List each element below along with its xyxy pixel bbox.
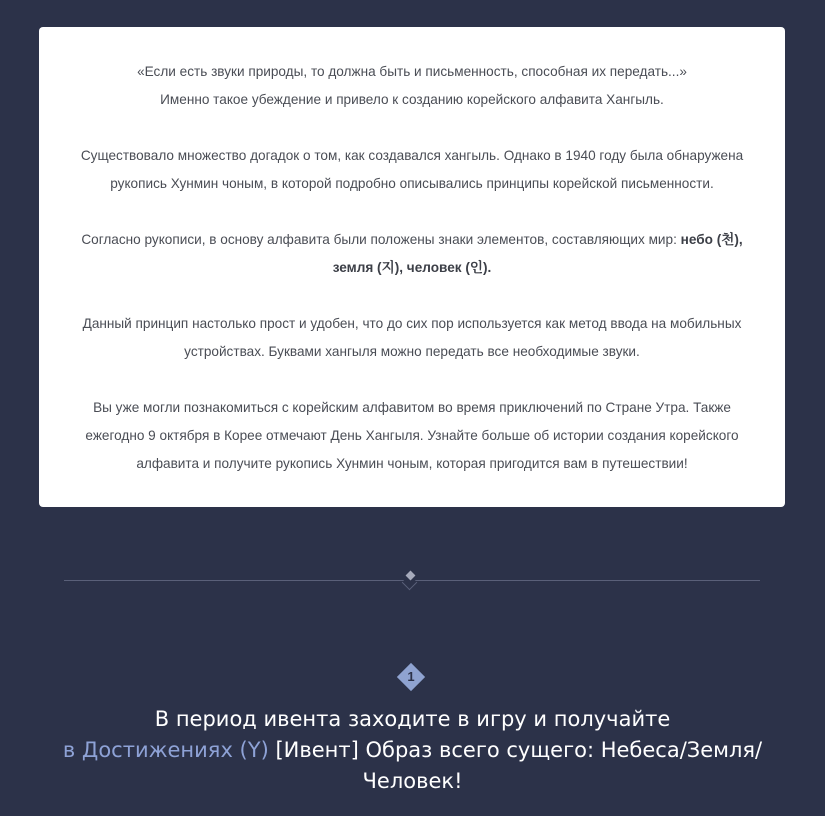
step-title	[40, 704, 785, 797]
hangul-day-paragraph: Вы уже могли познакомиться с корейским алфавитом во время приключений по Стране Утра. Также ежегодно 9 октября в Корее отмечают День Хангыля. Узнайте больше об истории создания корейского алфавита и получите рукопись Хунмин чоным, которая пригодится вам в путешествии!	[85, 400, 739, 471]
step-number-badge	[398, 664, 424, 690]
step-number: 1	[407, 669, 415, 684]
quote-line-1: «Если есть звуки природы, то должна быть и письменность, способная их передать...»	[137, 64, 687, 79]
info-card	[39, 27, 785, 507]
elements-text: Согласно рукописи, в основу алфавита были положены знаки элементов, составляющих мир:	[81, 232, 681, 247]
achievements-link[interactable]: в Достижениях (Y)	[62, 738, 269, 762]
mobile-paragraph: Данный принцип настолько прост и удобен, что до сих пор используется как метод ввода на мобильных устройствах. Буквами хангыля можно передать все необходимые звуки.	[82, 316, 742, 359]
step-title-rest: [Ивент] Образ всего сущего: Небеса/Земля/Человек!	[268, 738, 763, 793]
quote-paragraph	[63, 58, 761, 114]
history-paragraph: Существовало множество догадок о том, как создавался хангыль. Однако в 1940 году была обнаружена рукопись Хунмин чоным, в которой подробно описывались принципы корейской письменности.	[80, 148, 744, 191]
elements-paragraph	[63, 226, 761, 282]
elements-bold: небо (천), земля (지), человек (인).	[332, 232, 743, 275]
step-title-line-1: В период ивента заходите в игру и получайте	[154, 707, 671, 731]
quote-line-2: Именно такое убеждение и привело к созданию корейского алфавита Хангыль.	[160, 92, 664, 107]
